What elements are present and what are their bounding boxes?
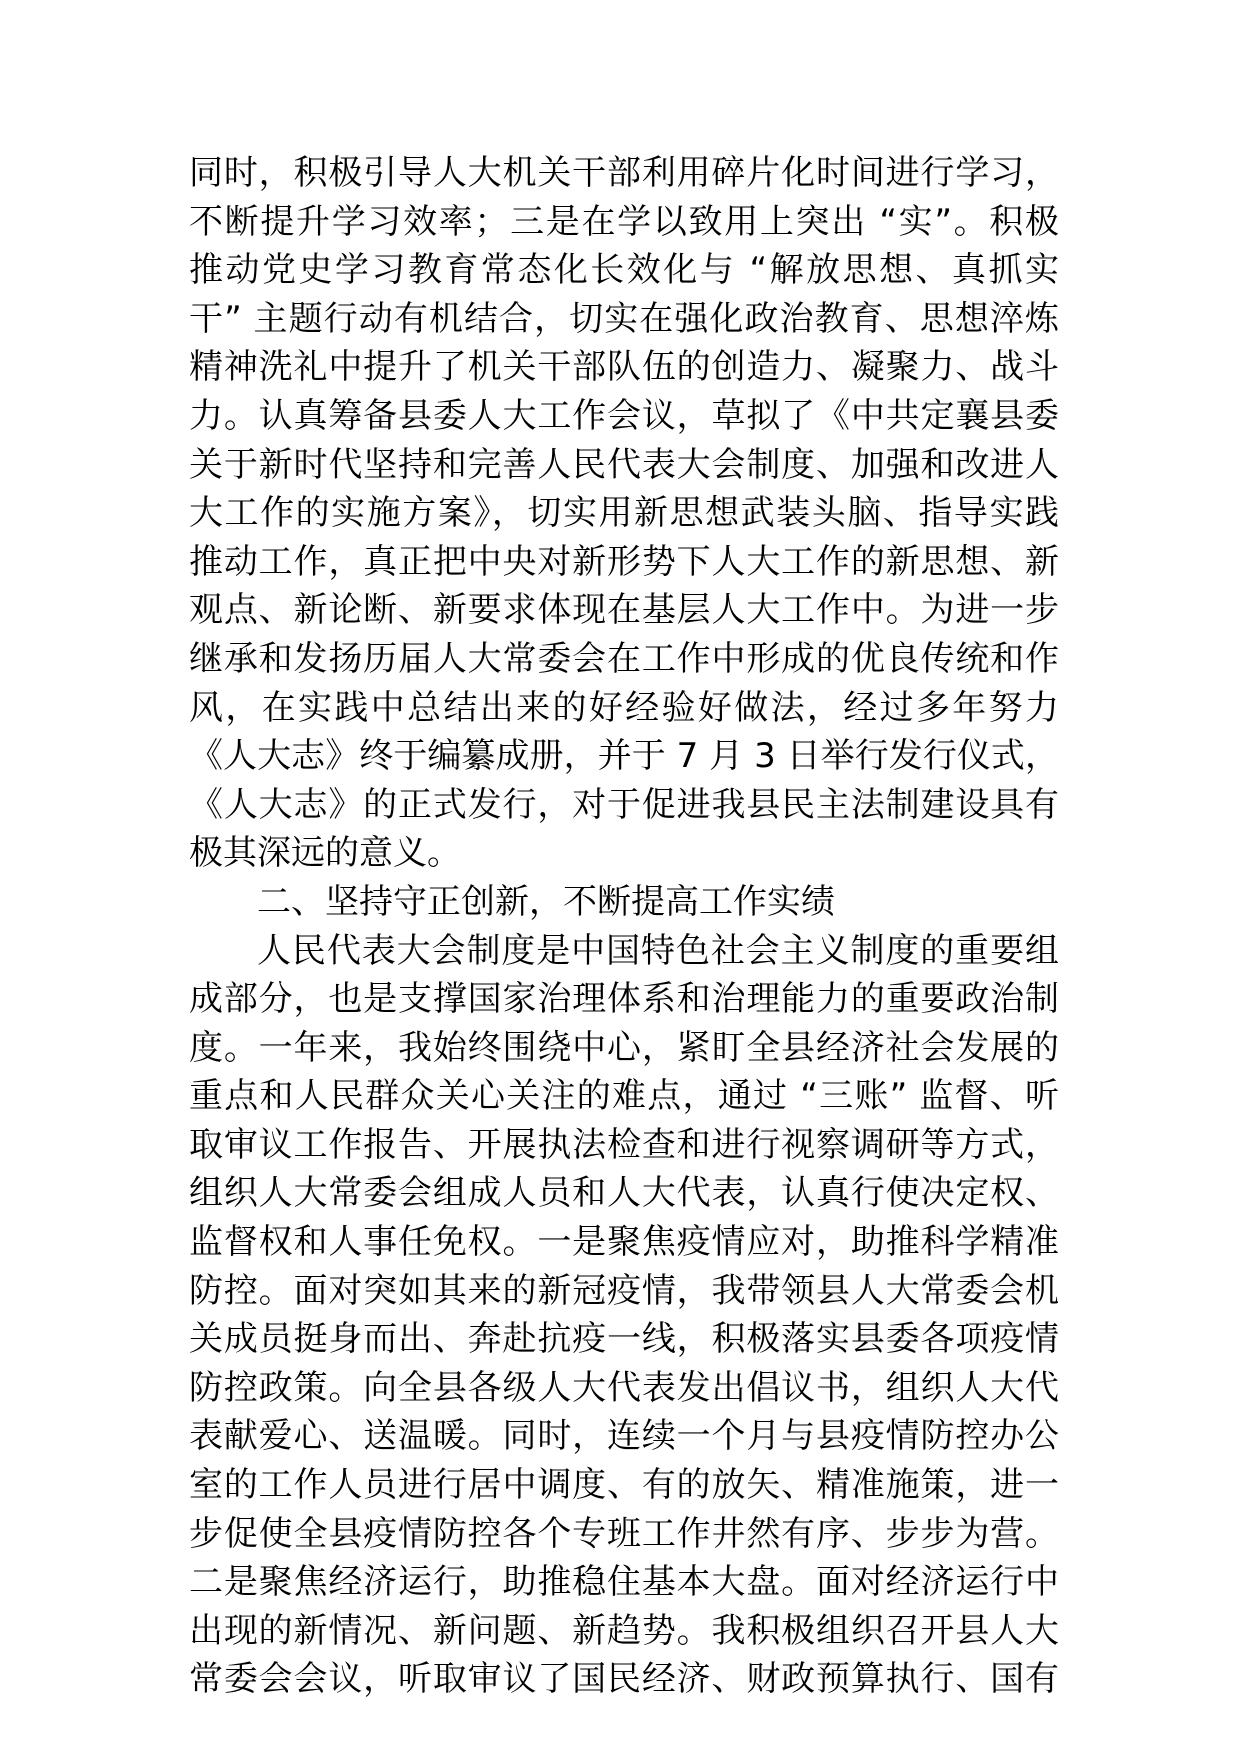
text-line: 《人大志》的正式发行，对于促进我县民主法制建设具有: [189, 784, 1059, 825]
text-line: 继承和发扬历届人大常委会在工作中形成的优良传统和作: [189, 638, 1059, 679]
text-line: 推动工作，真正把中央对新形势下人大工作的新思想、新: [189, 541, 1059, 582]
text-line: 推动党史学习教育常态化长效化与 “解放思想、真抓实: [189, 250, 1059, 291]
text-line: 极其深远的意义。: [189, 833, 461, 874]
text-line: 组织人大常委会组成人员和人大代表，认真行使决定权、: [189, 1173, 1059, 1214]
text-line: 度。一年来，我始终围绕中心，紧盯全县经济社会发展的: [189, 1027, 1059, 1068]
text-line: 干” 主题行动有机结合，切实在强化政治教育、思想淬炼: [189, 298, 1059, 339]
text-line: 力。认真筹备县委人大工作会议，草拟了《中共定襄县委: [189, 395, 1059, 436]
text-line: 人民代表大会制度是中国特色社会主义制度的重要组: [257, 930, 1059, 971]
section-heading: 二、坚持守正创新，不断提高工作实绩: [257, 881, 835, 922]
text-line: 《人大志》终于编纂成册，并于 7 月 3 日举行发行仪式，: [189, 736, 1059, 777]
text-line: 室的工作人员进行居中调度、有的放矢、精准施策，进一: [189, 1465, 1059, 1506]
text-line: 出现的新情况、新问题、新趋势。我积极组织召开县人大: [189, 1610, 1059, 1651]
document-body: [189, 149, 1059, 1704]
paragraph-2: [189, 927, 1059, 1705]
text-line: 观点、新论断、新要求体现在基层人大工作中。为进一步: [189, 590, 1059, 631]
text-line: 防控。面对突如其来的新冠疫情，我带领县人大常委会机: [189, 1270, 1059, 1311]
text-line: 精神洗礼中提升了机关干部队伍的创造力、凝聚力、战斗: [189, 347, 1059, 388]
text-line: 监督权和人事任免权。一是聚焦疫情应对，助推科学精准: [189, 1222, 1059, 1263]
text-line: 表献爱心、送温暖。同时，连续一个月与县疫情防控办公: [189, 1416, 1059, 1457]
text-line: 常委会会议，听取审议了国民经济、财政预算执行、国有: [189, 1659, 1059, 1700]
text-line: 取审议工作报告、开展执法检查和进行视察调研等方式，: [189, 1124, 1059, 1165]
text-line: 关于新时代坚持和完善人民代表大会制度、加强和改进人: [189, 444, 1059, 485]
text-line: 成部分，也是支撑国家治理体系和治理能力的重要政治制: [189, 979, 1059, 1020]
text-line: 风，在实践中总结出来的好经验好做法，经过多年努力: [189, 687, 1059, 728]
text-line: 关成员挺身而出、奔赴抗疫一线，积极落实县委各项疫情: [189, 1319, 1059, 1360]
text-line: 步促使全县疫情防控各个专班工作井然有序、步步为营。: [189, 1513, 1059, 1554]
text-line: 大工作的实施方案》，切实用新思想武装头脑、指导实践: [189, 493, 1059, 534]
text-line: 重点和人民群众关心关注的难点，通过 “三账” 监督、听: [189, 1076, 1059, 1117]
paragraph-1: [189, 149, 1059, 878]
text-line: 防控政策。向全县各级人大代表发出倡议书，组织人大代: [189, 1367, 1059, 1408]
text-line: 同时，积极引导人大机关干部利用碎片化时间进行学习，: [189, 153, 1059, 193]
text-line: 二是聚焦经济运行，助推稳住基本大盘。面对经济运行中: [189, 1562, 1059, 1603]
text-line: 不断提升学习效率；三是在学以致用上突出 “实”。积极: [189, 201, 1059, 242]
